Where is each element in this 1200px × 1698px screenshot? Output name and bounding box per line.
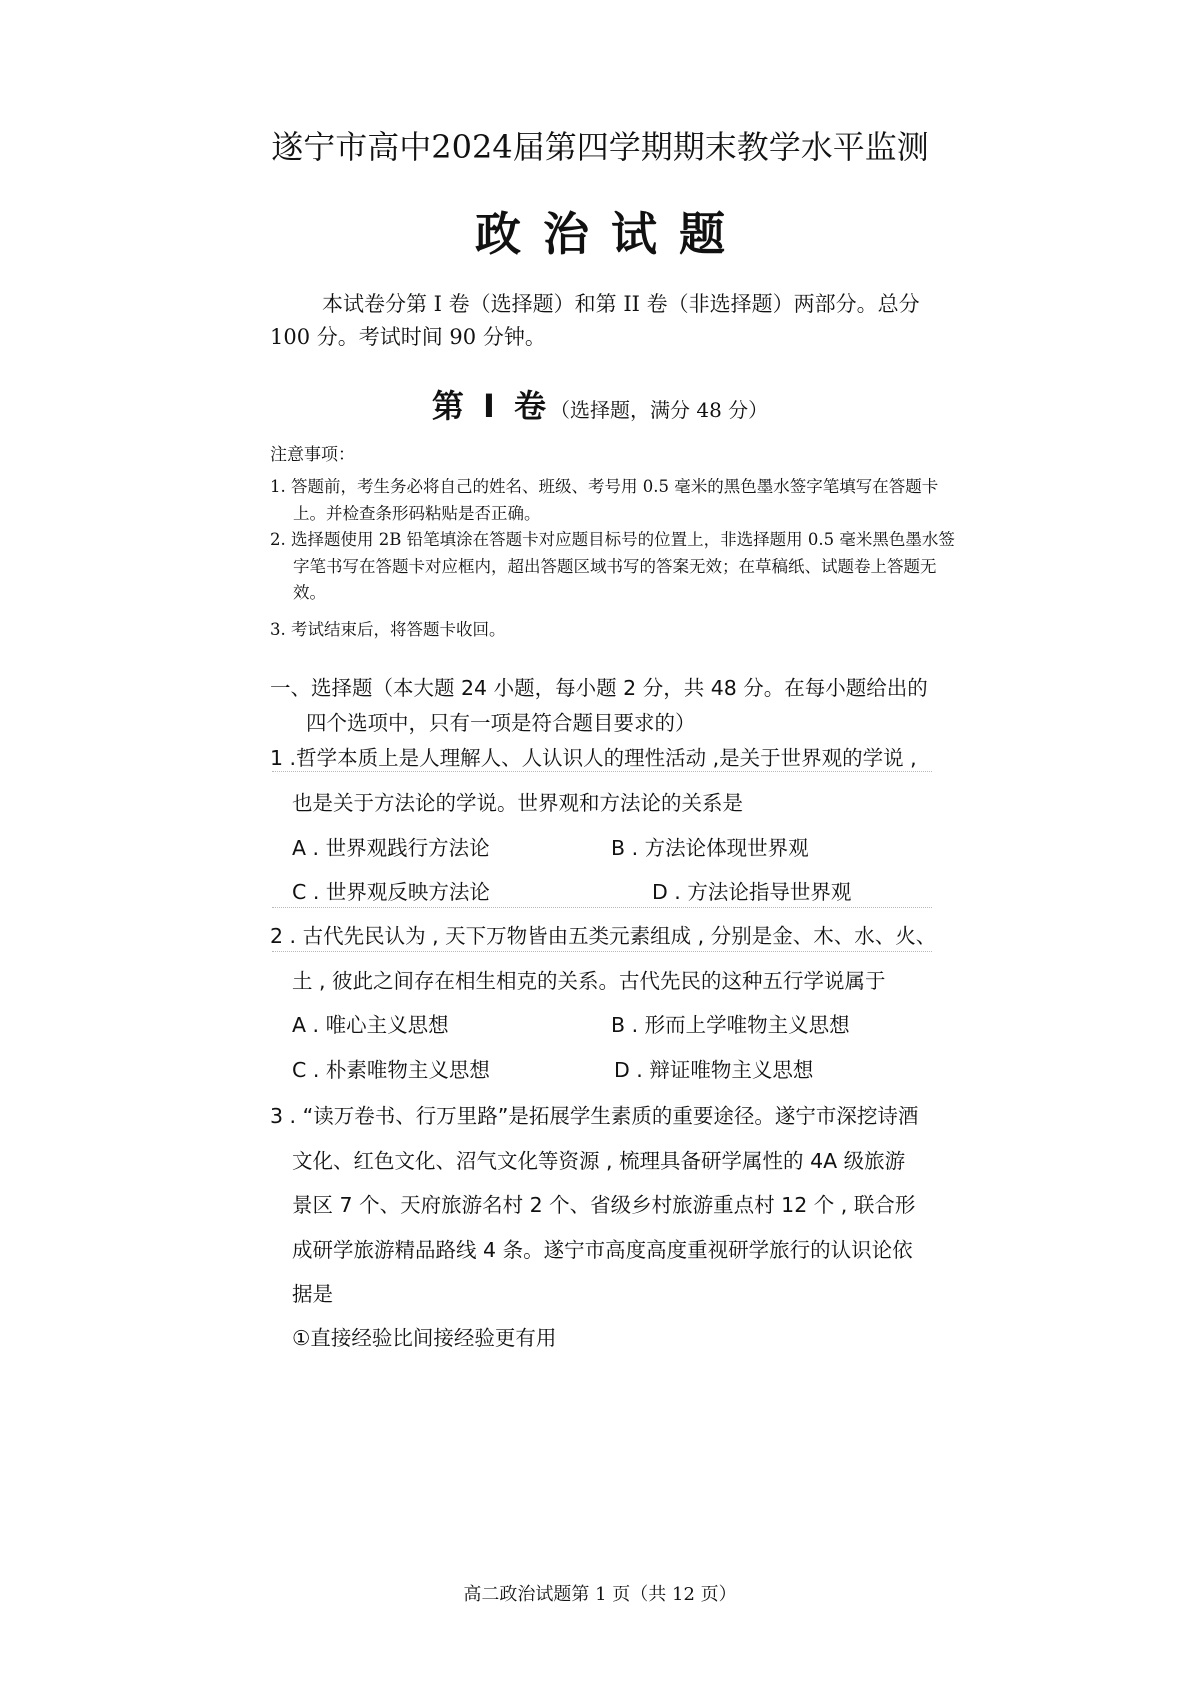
question-1-line: 也是关于方法论的学说。世界观和方法论的关系是 bbox=[292, 791, 743, 815]
note-item: 1. 答题前，考生务必将自己的姓名、班级、考号用 0.5 毫米的黑色墨水签字笔填写在答题卡上。并检查条形码粘贴是否正确。 bbox=[270, 477, 939, 523]
subject-title: 政治试题 bbox=[475, 207, 747, 261]
note-item: 2. 选择题使用 2B 铅笔填涂在答题卡对应题目标号的位置上，非选择题用 0.5 毫米黑色墨水签字笔书写在答题卡对应框内，超出答题区域书写的答案无效；在草稿纸、试题卷上答题无效。 bbox=[270, 530, 955, 602]
dotted-rule bbox=[272, 951, 932, 952]
note-item: 3. 考试结束后，将答题卡收回。 bbox=[270, 620, 506, 639]
exam-title: 遂宁市高中2024届第四学期期末教学水平监测 bbox=[271, 128, 929, 166]
part-title-subtitle: （选择题，满分 48 分） bbox=[550, 398, 769, 422]
question-2-option-d: D . 辩证唯物主义思想 bbox=[614, 1058, 814, 1082]
question-1-option-b: B . 方法论体现世界观 bbox=[611, 836, 809, 860]
question-2-line: 2 . 古代先民认为 , 天下万物皆由五类元素组成 , 分别是金、木、水、火、 bbox=[270, 924, 937, 948]
part-title bbox=[0, 381, 1200, 427]
question-3-line: 景区 7 个、天府旅游名村 2 个、省级乡村旅游重点村 12 个 , 联合形 bbox=[292, 1193, 916, 1217]
section-heading-line: 一、选择题（本大题 24 小题，每小题 2 分，共 48 分。在每小题给出的 bbox=[270, 676, 928, 700]
section-heading-line: 四个选项中，只有一项是符合题目要求的） bbox=[306, 711, 696, 735]
question-1-option-d: D . 方法论指导世界观 bbox=[652, 880, 852, 904]
question-2-line: 土 , 彼此之间存在相生相克的关系。古代先民的这种五行学说属于 bbox=[292, 969, 886, 993]
page-footer: 高二政治试题第 1 页（共 12 页） bbox=[463, 1584, 737, 1605]
question-3-statement-1: ①直接经验比间接经验更有用 bbox=[292, 1326, 557, 1350]
question-2-option-c: C . 朴素唯物主义思想 bbox=[292, 1058, 490, 1082]
question-1-line: 1 .哲学本质上是人理解人、人认识人的理性活动 ,是关于世界观的学说 , bbox=[270, 746, 917, 770]
question-1-option-c: C . 世界观反映方法论 bbox=[292, 880, 490, 904]
dotted-rule bbox=[272, 907, 932, 908]
part-title-main: 第 Ⅰ 卷 bbox=[431, 387, 551, 425]
question-3-line: 文化、红色文化、沼气文化等资源 , 梳理具备研学属性的 4A 级旅游 bbox=[292, 1149, 906, 1173]
notes-heading: 注意事项： bbox=[270, 445, 355, 465]
question-3-line: 据是 bbox=[292, 1282, 333, 1306]
question-3-line: 3 . “读万卷书、行万里路”是拓展学生素质的重要途径。遂宁市深挖诗酒 bbox=[270, 1104, 919, 1128]
question-1-option-a: A . 世界观践行方法论 bbox=[292, 836, 490, 860]
question-2-option-a: A . 唯心主义思想 bbox=[292, 1013, 449, 1037]
question-2-option-b: B . 形而上学唯物主义思想 bbox=[611, 1013, 850, 1037]
dotted-rule bbox=[272, 771, 932, 772]
intro-paragraph: 本试卷分第 I 卷（选择题）和第 II 卷（非选择题）两部分。总分 100 分。考试时间 90 分钟。 bbox=[270, 292, 920, 349]
question-3-line: 成研学旅游精品路线 4 条。遂宁市高度高度重视研学旅行的认识论依 bbox=[292, 1238, 913, 1262]
